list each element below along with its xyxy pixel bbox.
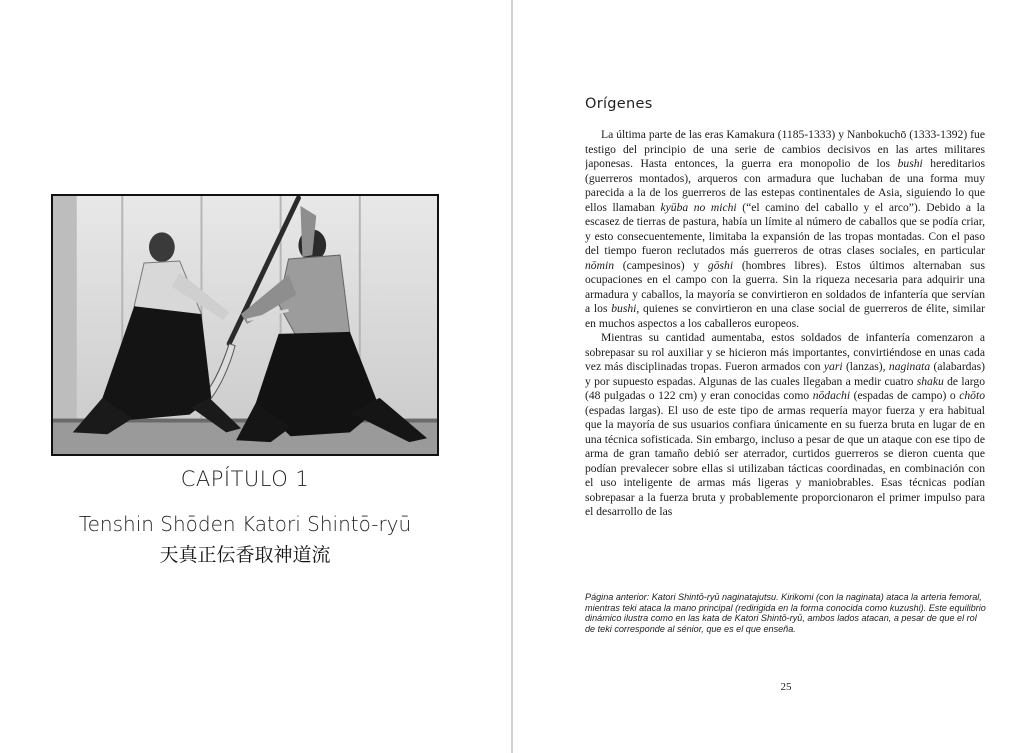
chapter-title: Tenshin Shōden Katori Shintō-ryū bbox=[78, 512, 412, 536]
italic-term: nōdachi bbox=[812, 389, 851, 402]
body-text bbox=[585, 128, 985, 574]
section-heading: Orígenes bbox=[585, 96, 653, 112]
photo-caption: Página anterior: Katori Shintō-ryū naginatajutsu. Kirikomi (con la naginata) ataca la arteria femoral, mientras teki ataca la mano principal (redirigida en la forma conocida como kuzushi). Este equilibrio dinámico ilustra como en las kata de Katori Shintō-ryū, ambos lados atacan, a pesar de que el rol de teki corresponde al sénior, que es el que enseña. bbox=[585, 592, 986, 634]
paragraph: Mientras su cantidad aumentaba, estos soldados de infantería comenzaron a sobrepasar su rol auxiliar y se hicieron más importantes, convirtiéndose en unas cada vez más disciplinadas tropas. Fueron armados con yari (lanzas), naginata (alabardas) y por supuesto espadas. Algunas de las cuales llegaban a medir cuatro shaku de largo (48 pulgadas o 122 cm) y eran conocidas como nōdachi (espadas de campo) o chōto (espadas largas). El uso de este tipo de armas requería mayor fuerza y era habitual que la mayoría de sus usuarios confiara únicamente en su fuerza bruta en lugar de en una técnica sofisticada. Sin embargo, incluso a pesar de que un ataque con ese tipo de arma de gran tamaño debió ser aterrador, curtidos guerreros se dieron cuenta que podían prevalecer sobre ellas si utilizaban tácticas coordinadas, en combinación con el uso inteligente de armas más ligeras y maniobrables. Esas técnicas podían sobrepasar a la fuerza bruta y probablemente proporcionaron el primer impulso para el desarrollo de las bbox=[585, 331, 985, 518]
paragraph: La última parte de las eras Kamakura (1185-1333) y Nanbokuchō (1333-1392) fue testigo del principio de una serie de cambios decisivos en las artes militares japonesas. Hasta entonces, la guerra era monopolio de los bushi hereditarios (guerreros montados), arqueros con armadura que luchaban de una forma muy parecida a la de los guerreros de las estepas continentales de Asia, siguiendo lo que ellos llamaban kyūba no michi (“el camino del caballo y el arco”). Debido a la escasez de tierras de pastura, había un límite al número de caballos que se podía criar, y esto consecuentemente, limitaba la expansión de las tropas montadas. Con el paso del tiempo fueron reclutados más guerreros de otras clases sociales, en particular nōmin (campesinos) y gōshi (hombres libres). Estos últimos alternaban sus ocupaciones en el campo con la guerra. Sin la riqueza necesaria para adquirir una armadura y caballos, la mayoría se convirtieron en soldados de infantería que servían a los bushi, quienes se convirtieron en una clase social de guerreros de élite, similar en muchos aspectos a los caballeros europeos. bbox=[585, 128, 985, 330]
italic-term: shaku bbox=[916, 374, 944, 388]
italic-term: bushi bbox=[611, 302, 637, 315]
italic-term: yari bbox=[823, 360, 843, 373]
martial-arts-photo-illustration bbox=[53, 196, 437, 454]
italic-term: gōshi bbox=[707, 258, 734, 272]
italic-term: kyūba no michi bbox=[660, 200, 737, 214]
italic-term: chōto bbox=[959, 389, 985, 402]
chapter-photo bbox=[51, 194, 439, 456]
italic-term: nōmin bbox=[585, 258, 614, 272]
italic-term: naginata bbox=[888, 360, 931, 373]
right-page bbox=[513, 0, 1024, 753]
page-number: 25 bbox=[780, 681, 792, 693]
chapter-title-kanji: 天真正伝香取神道流 bbox=[159, 544, 331, 566]
italic-term: bushi bbox=[897, 157, 923, 170]
chapter-label: CAPÍTULO 1 bbox=[180, 467, 310, 491]
